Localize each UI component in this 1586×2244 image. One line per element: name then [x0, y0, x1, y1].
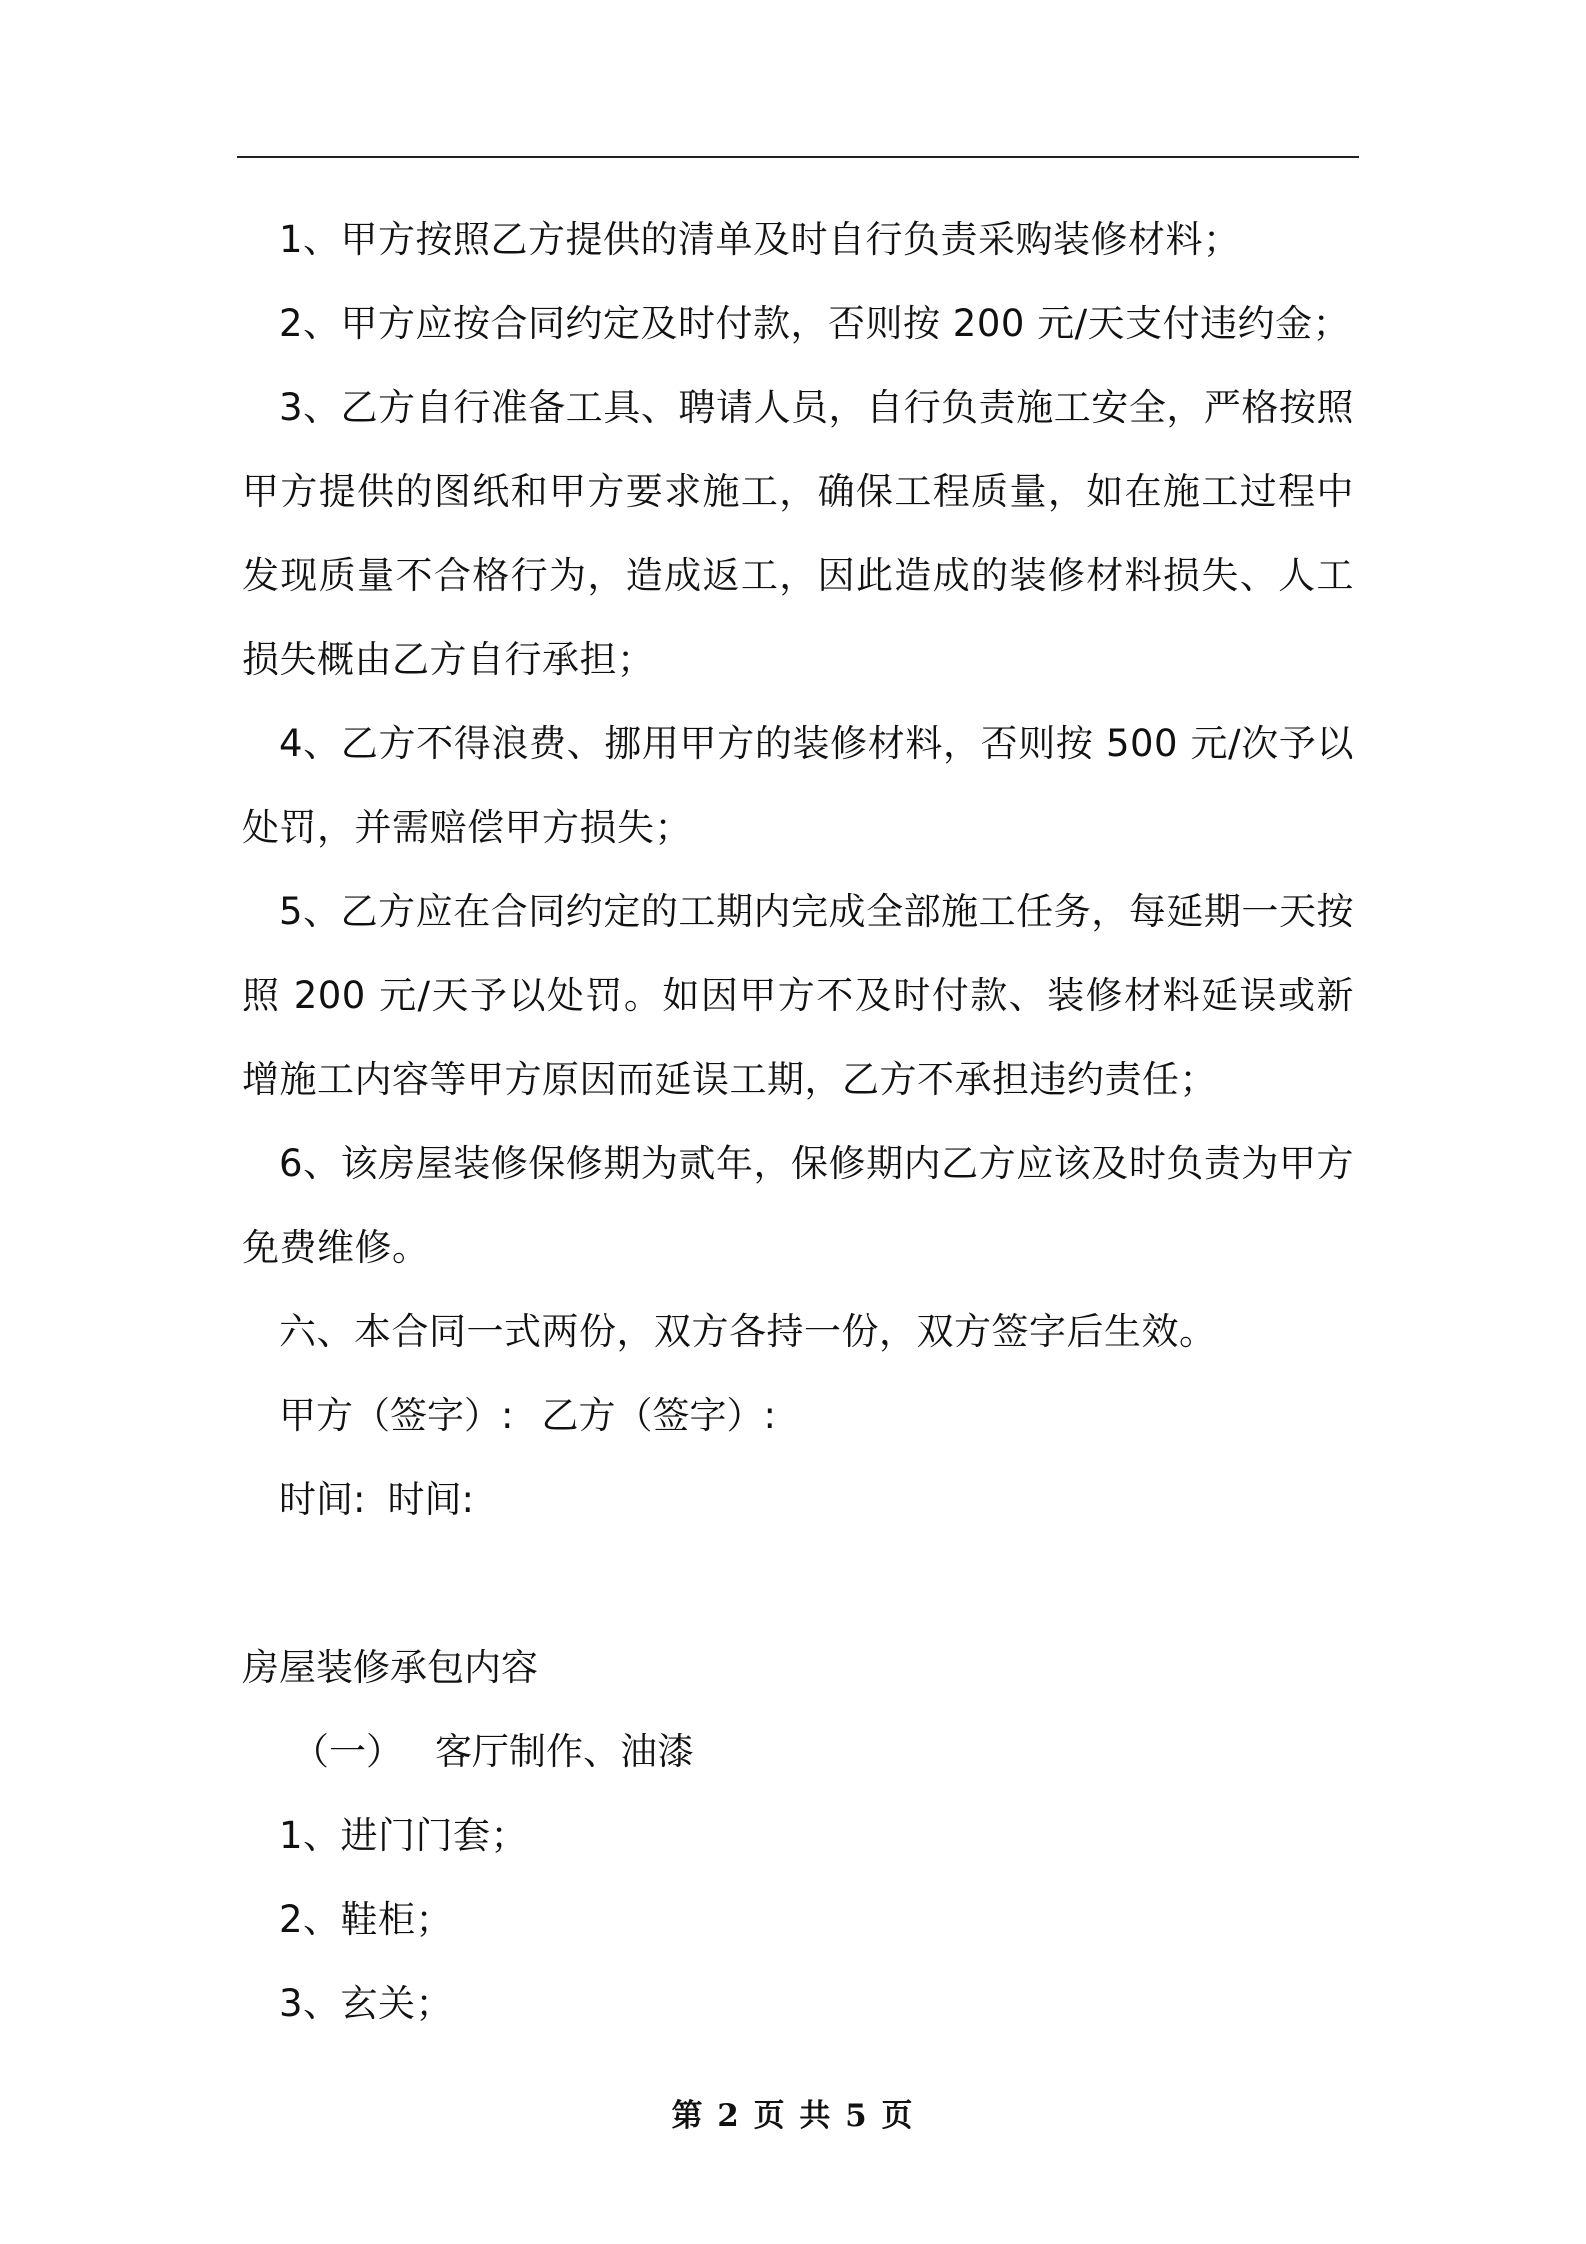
- document-body: [242, 198, 1354, 2046]
- party-b-signature-label: 乙方（签字）:: [541, 1394, 776, 1437]
- list-item: 2、鞋柜；: [279, 1898, 454, 1941]
- party-a-time-label: 时间:: [279, 1478, 366, 1521]
- header-rule: [237, 156, 1359, 158]
- clause-4: 4、乙方不得浪费、挪用甲方的装修材料，否则按 500 元/次予以处罚，并需赔偿甲方损失；: [242, 722, 1354, 849]
- party-a-signature-label: 甲方（签字）:: [279, 1394, 514, 1437]
- sub-heading-number: （一）: [292, 1730, 403, 1773]
- list-item: 1、进门门套；: [279, 1814, 529, 1857]
- time-row: [242, 1458, 1354, 1542]
- sub-heading: [242, 1710, 1354, 1794]
- signature-row: [242, 1374, 1354, 1458]
- clause-5: 5、乙方应在合同约定的工期内完成全部施工任务，每延期一天按照 200 元/天予以处罚。如因甲方不及时付款、装修材料延误或新增施工内容等甲方原因而延误工期，乙方不承担违约责任；: [242, 890, 1354, 1101]
- clause-6: 6、该房屋装修保修期为贰年，保修期内乙方应该及时负责为甲方免费维修。: [242, 1142, 1354, 1269]
- sub-heading-title: 客厅制作、油漆: [435, 1730, 694, 1773]
- party-b-time-label: 时间:: [387, 1478, 474, 1521]
- clause-1: 1、甲方按照乙方提供的清单及时自行负责采购装修材料；: [279, 218, 1241, 261]
- list-item: 3、玄关；: [279, 1982, 454, 2025]
- page-number: 第 2 页 共 5 页: [671, 2098, 915, 2134]
- clause-2: 2、甲方应按合同约定及时付款，否则按 200 元/天支付违约金；: [279, 302, 1351, 345]
- clause-3: 3、乙方自行准备工具、聘请人员，自行负责施工安全，严格按照甲方提供的图纸和甲方要求施工，确保工程质量，如在施工过程中发现质量不合格行为，造成返工，因此造成的装修材料损失、人工损失概由乙方自行承担；: [242, 386, 1354, 681]
- section-title: 房屋装修承包内容: [242, 1646, 538, 1689]
- contract-copies-clause: 六、本合同一式两份，双方各持一份，双方签字后生效。: [279, 1310, 1217, 1353]
